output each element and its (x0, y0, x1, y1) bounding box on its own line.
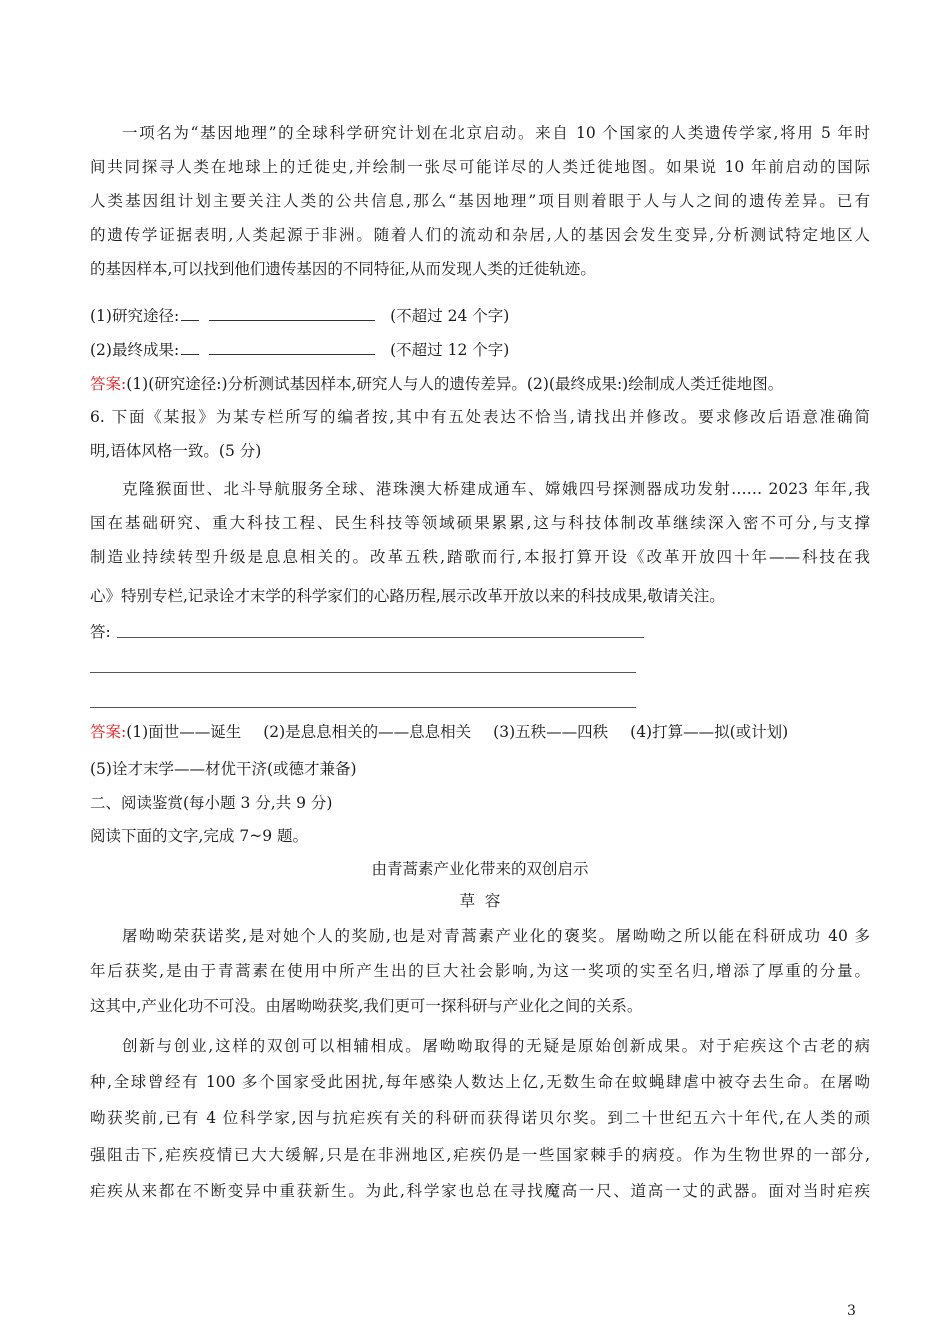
article-para2-line: 疟疾从来都在不断变异中重获新生。为此,科学家也总在寻找魔高一尺、道高一丈的武器。面对当时疟疾 (90, 1182, 870, 1200)
answer-label: 答案: (90, 375, 127, 393)
q5-item-2 (90, 340, 870, 360)
article-para2-line: 创新与创业,这样的双创可以相辅相成。屠呦呦取得的无疑是原始创新成果。对于疟疾这个古老的病 (122, 1037, 870, 1055)
q5-answer (90, 374, 870, 394)
article-para2-line: 强阻击下,疟疾疫情已大大缓解,只是在非洲地区,疟疾仍是一些国家棘手的病疫。作为生物世界的一部分, (90, 1146, 870, 1164)
article-title: 由青蒿素产业化带来的双创启示 (371, 860, 589, 878)
q5-item2-label: (2)最终成果: (90, 341, 180, 359)
article-para2-line: 种,全球曾经有 100 多个国家受此困扰,每年感染人数达上亿,无数生命在蚊蝇肆虐中被夺去生命。在屠呦 (90, 1073, 870, 1091)
q5-item1-blank (209, 306, 375, 321)
passage1-line: 一项名为“基因地理”的全球科学研究计划在北京启动。来自 10 个国家的人类遗传学家,将用 5 年时 (122, 124, 870, 142)
q6-passage-line: 克隆猴面世、北斗导航服务全球、港珠澳大桥建成通车、嫦娥四号探测器成功发射…… 2023 年年,我 (122, 480, 870, 498)
q6-answer-prefix: 答: (90, 623, 111, 641)
article-para1-line: 屠呦呦荣获诺奖,是对她个人的奖励,也是对青蒿素产业化的褒奖。屠呦呦之所以能在科研成功 40 多 (122, 927, 870, 945)
passage1-line: 的基因样本,可以找到他们遗传基因的不同特征,从而发现人类的迁徙轨迹。 (90, 260, 596, 278)
q6-prompt-line: 明,语体风格一致。(5 分) (90, 442, 262, 460)
q6-prompt-line: 6. 下面《某报》为某专栏所写的编者按,其中有五处表达不恰当,请找出并修改。要求修改后语意准确简 (90, 408, 870, 426)
q5-item1-blank-short (181, 306, 199, 321)
q5-item2-note: (不超过 12 个字) (390, 341, 510, 359)
page-number: 3 (847, 1303, 856, 1319)
q6-answer-item: (2)是息息相关的——息息相关 (263, 723, 472, 741)
section-instruction: 阅读下面的文字,完成 7~9 题。 (90, 827, 308, 845)
q5-answer-text: (1)(研究途径:)分析测试基因样本,研究人与人的遗传差异。(2)(最终成果:)绘制成人类迁徙地图。 (126, 375, 784, 393)
q6-passage-line: 心》特别专栏,记录诠才末学的科学家们的心路历程,展示改革开放以来的科技成果,敬请关注。 (90, 587, 725, 605)
passage1-line: 间共同探寻人类在地球上的迁徙史,并绘制一张尽可能详尽的人类迁徙地图。如果说 10 年前启动的国际 (90, 158, 870, 176)
q6-answer-item: (1)面世——诞生 (126, 723, 242, 741)
passage1-line: 的遗传学证据表明,人类起源于非洲。随着人们的流动和杂居,人的基因会发生变异,分析测试特定地区人 (90, 226, 870, 244)
q5-item2-blank-short (181, 340, 199, 355)
article-para1-line: 年后获奖,是由于青蒿素在使用中所产生出的巨大社会影响,为这一奖项的实至名归,增添了厚重的分量。 (90, 962, 870, 980)
q6-passage-line: 制造业持续转型升级是息息相关的。改革五秩,踏歌而行,本报打算开设《改革开放四十年——科技在我 (90, 548, 870, 566)
answer-rule (90, 672, 636, 673)
passage1-line: 人类基因组计划主要关注人类的公共信息,那么“基因地理”项目则着眼于人与人之间的遗传差异。已有 (90, 192, 870, 210)
q6-answer-item: (3)五秩——四秩 (493, 723, 609, 741)
q5-item1-note: (不超过 24 个字) (390, 307, 510, 325)
article-para2-line: 呦获奖前,已有 4 位科学家,因与抗疟疾有关的科研而获得诺贝尔奖。到二十世纪五六十年代,在人类的顽 (90, 1109, 870, 1127)
article-para1-line: 这其中,产业化功不可没。由屠呦呦获奖,我们更可一探科研与产业化之间的关系。 (90, 997, 643, 1015)
q5-item-1 (90, 306, 870, 326)
article-author: 草 容 (459, 892, 501, 910)
q6-answer (90, 722, 870, 742)
answer-rule (90, 707, 636, 708)
q5-item2-blank (209, 340, 375, 355)
q6-answer-item: (4)打算——拟(或计划) (630, 723, 789, 741)
section-heading: 二、阅读鉴赏(每小题 3 分,共 9 分) (90, 794, 333, 812)
answer-rule (117, 637, 644, 638)
q5-item1-label: (1)研究途径: (90, 307, 180, 325)
q6-answer-line2: (5)诠才末学——材优干济(或德才兼备) (90, 760, 357, 778)
answer-label: 答案: (90, 723, 127, 741)
q6-passage-line: 国在基础研究、重大科技工程、民生科技等领域硕果累累,这与科技体制改革继续深入密不可分,与支撑 (90, 514, 870, 532)
